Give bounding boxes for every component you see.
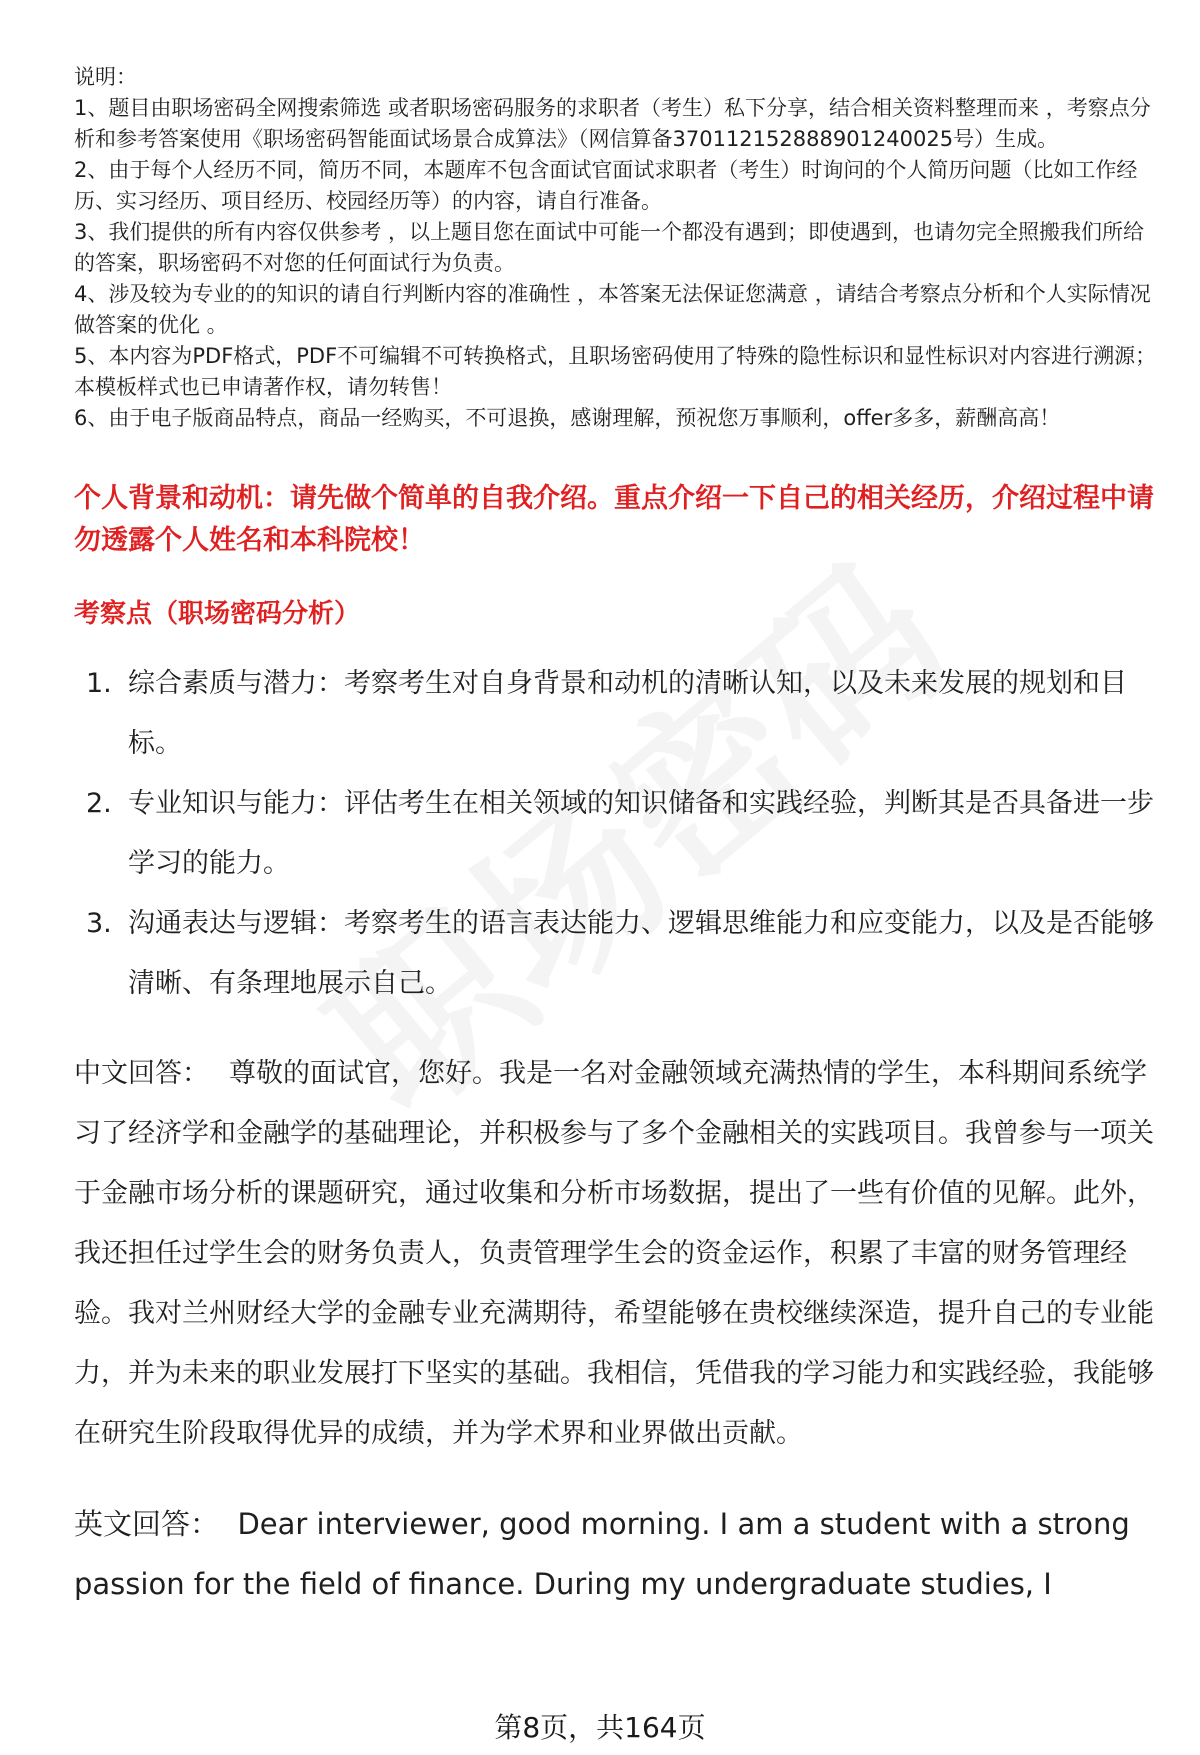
point-text: 沟通表达与逻辑：考察考生的语言表达能力、逻辑思维能力和应变能力，以及是否能够清晰、有条理地展示自己。 <box>128 908 1154 999</box>
document-page <box>74 62 1160 1614</box>
analysis-title: 考察点（职场密码分析） <box>74 599 361 629</box>
point-text: 综合素质与潜力：考察考生对自身背景和动机的清晰认知，以及未来发展的规划和目标。 <box>128 668 1127 759</box>
note-item: 6、由于电子版商品特点，商品一经购买，不可退换，感谢理解，预祝您万事顺利，offer多多，薪酬高高！ <box>74 406 1061 430</box>
page-number-footer: 第8页，共164页 <box>494 1711 706 1744</box>
chinese-answer <box>74 1044 1160 1464</box>
note-item: 2、由于每个人经历不同，简历不同，本题库不包含面试官面试求职者（考生）时询问的个人简历问题（比如工作经历、实习经历、项目经历、校园经历等）的内容，请自行准备。 <box>74 158 1138 213</box>
notes-title: 说明： <box>74 65 137 89</box>
note-item: 3、我们提供的所有内容仅供参考 ，以上题目您在面试中可能一个都没有遇到；即使遇到，也请勿完全照搬我们所给的答案，职场密码不对您的任何面试行为负责。 <box>74 220 1145 275</box>
interview-question: 个人背景和动机：请先做个简单的自我介绍。重点介绍一下自己的相关经历，介绍过程中请勿透露个人姓名和本科院校！ <box>74 483 1154 556</box>
analysis-point <box>74 894 1160 1014</box>
analysis-points <box>74 654 1160 1014</box>
english-answer-text: Dear interviewer, good morning. I am a student with a strong passion for the field of finance. During my undergraduate studies, I <box>74 1507 1130 1601</box>
note-item: 5、本内容为PDF格式，PDF不可编辑不可转换格式，且职场密码使用了特殊的隐性标识和显性标识对内容进行溯源；本模板样式也已申请著作权，请勿转售！ <box>74 344 1157 399</box>
english-answer-label: 英文回答： <box>74 1507 220 1541</box>
disclaimer-notes <box>74 62 1160 434</box>
english-answer <box>74 1494 1160 1614</box>
point-number: 3. <box>86 908 112 939</box>
analysis-point <box>74 654 1160 774</box>
chinese-answer-label: 中文回答： <box>74 1058 209 1089</box>
point-text: 专业知识与能力：评估考生在相关领域的知识储备和实践经验，判断其是否具备进一步学习的能力。 <box>128 788 1154 879</box>
point-number: 1. <box>86 668 112 699</box>
note-item: 4、涉及较为专业的的知识的请自行判断内容的准确性 ，本答案无法保证您满意 ，请结合考察点分析和个人实际情况做答案的优化 。 <box>74 282 1151 337</box>
analysis-point <box>74 774 1160 894</box>
point-number: 2. <box>86 788 112 819</box>
note-item: 1、题目由职场密码全网搜索筛选 或者职场密码服务的求职者（考生）私下分享，结合相关资料整理而来 ，考察点分析和参考答案使用《职场密码智能面试场景合成算法》（网信算备370112152888901240025号）生成。 <box>74 96 1151 151</box>
chinese-answer-text: 尊敬的面试官，您好。我是一名对金融领域充满热情的学生，本科期间系统学习了经济学和金融学的基础理论，并积极参与了多个金融相关的实践项目。我曾参与一项关于金融市场分析的课题研究，通过收集和分析市场数据，提出了一些有价值的见解。此外，我还担任过学生会的财务负责人，负责管理学生会的资金运作，积累了丰富的财务管理经验。我对兰州财经大学的金融专业充满期待，希望能够在贵校继续深造，提升自己的专业能力，并为未来的职业发展打下坚实的基础。我相信，凭借我的学习能力和实践经验，我能够在研究生阶段取得优异的成绩，并为学术界和业界做出贡献。 <box>74 1058 1154 1449</box>
